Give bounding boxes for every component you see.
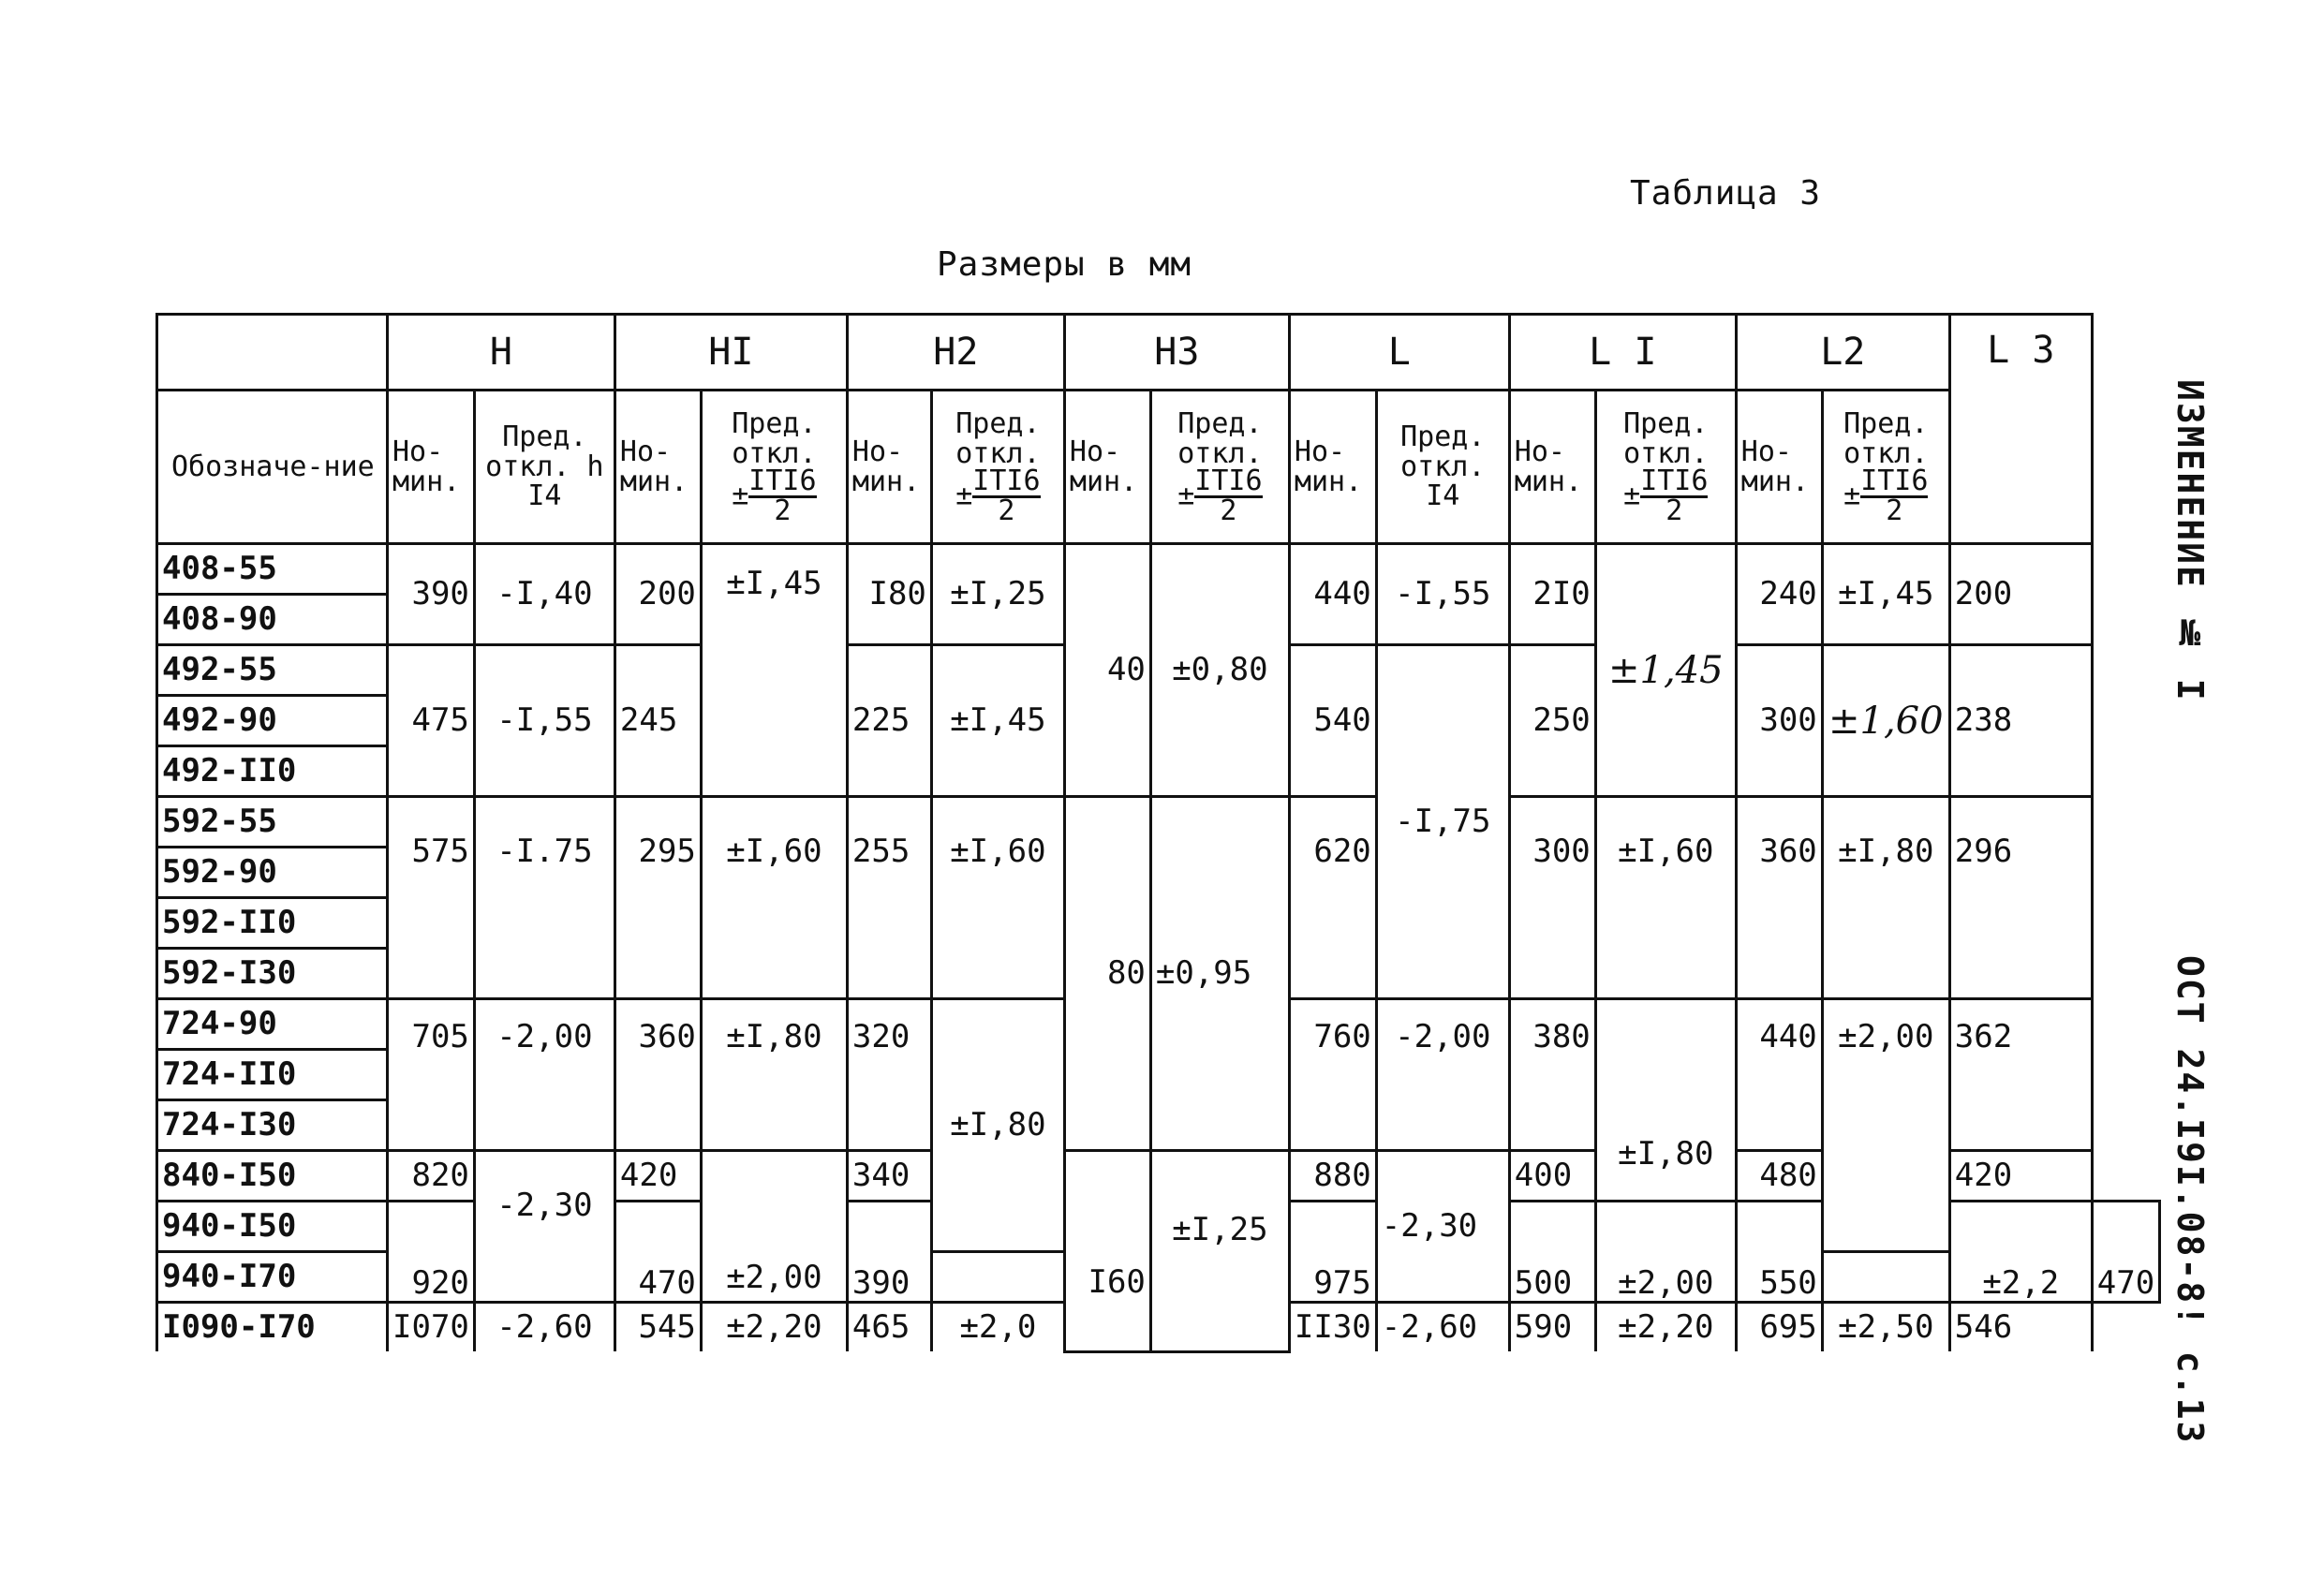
group-l1: L I xyxy=(1509,315,1736,391)
group-h3: H3 xyxy=(1064,315,1289,391)
h1-deviation-label: Пред. откл. xyxy=(732,407,817,470)
h2-nominal-header: Но-мин. xyxy=(847,391,931,544)
it-denominator: 2 xyxy=(1665,494,1683,527)
l1-nominal-cell: 380 xyxy=(1509,999,1595,1151)
designation-cell: 492-II0 xyxy=(157,746,388,797)
h2-deviation-header xyxy=(931,391,1064,544)
h2-nominal-cell: 390 xyxy=(847,1202,931,1303)
l-nominal-cell: 620 xyxy=(1289,797,1376,999)
l3-cell: 362 xyxy=(1949,999,2092,1151)
l-deviation-cell: -I,55 xyxy=(1376,544,1509,645)
designation-group-cell xyxy=(157,315,388,391)
l1-nominal-cell: 590 xyxy=(1509,1303,1595,1352)
group-l2: L2 xyxy=(1736,315,1949,391)
h-nominal-cell: 390 xyxy=(388,544,475,645)
designation-cell: 724-I30 xyxy=(157,1100,388,1151)
l1-deviation-cell: ±2,20 xyxy=(1595,1303,1736,1352)
group-header-row xyxy=(157,315,2160,391)
h1-deviation-cell: ±2,00 xyxy=(701,1151,847,1303)
designation-cell: 592-90 xyxy=(157,848,388,898)
h-deviation-cell: -I,40 xyxy=(474,544,614,645)
side-change-label: ИЗМЕНЕНИЕ № I xyxy=(2169,379,2211,702)
h-deviation-header: Пред. откл. h I4 xyxy=(474,391,614,544)
l1-deviation-cell: ±I,60 xyxy=(1595,797,1736,999)
h3-deviation-cell: ±0,80 xyxy=(1150,544,1289,797)
group-h1: HI xyxy=(614,315,847,391)
l1-deviation-label: Пред. откл. xyxy=(1623,407,1709,470)
h2-nominal-cell: 465 xyxy=(847,1303,931,1352)
designation-cell: 724-II0 xyxy=(157,1050,388,1100)
designation-cell: 592-I30 xyxy=(157,949,388,999)
h2-deviation-cell: ±2,0 xyxy=(931,1303,1064,1352)
h1-deviation-cell: ±I,45 xyxy=(701,544,847,797)
l2-deviation-cell: ±2,00 xyxy=(1822,999,1949,1252)
l2-nominal-cell: 360 xyxy=(1736,797,1822,999)
l-deviation-cell: -I,75 xyxy=(1376,645,1509,999)
l3-cell: 420 xyxy=(1949,1151,2092,1202)
l-deviation-cell: -2,00 xyxy=(1376,999,1509,1151)
l-nominal-cell: 880 xyxy=(1289,1151,1376,1202)
h2-deviation-cell: ±I,60 xyxy=(931,797,1064,999)
l2-deviation-cell: ±I,80 xyxy=(1822,797,1949,999)
l1-deviation-cell: ±2,00 xyxy=(1595,1202,1736,1303)
h1-deviation-cell: ±I,60 xyxy=(701,797,847,999)
side-standard-label: ОСТ 24.I9I.08-8! с.13 xyxy=(2169,955,2211,1445)
l2-deviation-cell: ±2,2 xyxy=(1949,1202,2092,1303)
l3-cell: 296 xyxy=(1949,797,2092,999)
h1-deviation-header xyxy=(701,391,847,544)
it-pm-sign: ± xyxy=(1843,479,1861,512)
h2-nominal-cell: 225 xyxy=(847,645,931,797)
l-nominal-cell: 975 xyxy=(1289,1202,1376,1303)
designation-cell: I090-I70 xyxy=(157,1303,388,1352)
l-nominal-header: Но-мин. xyxy=(1289,391,1376,544)
l-deviation-cell: -2,30 xyxy=(1376,1151,1509,1303)
h-nominal-cell: 705 xyxy=(388,999,475,1151)
h3-deviation-header xyxy=(1150,391,1289,544)
sub-header-row xyxy=(157,391,2160,544)
h2-deviation-cell: ±I,80 xyxy=(931,999,1064,1252)
h2-deviation-cell: ±I,25 xyxy=(931,544,1064,645)
h3-deviation-label: Пред. откл. xyxy=(1177,407,1263,470)
designation-cell: 940-I70 xyxy=(157,1252,388,1303)
h3-nominal-cell: 40 xyxy=(1064,544,1150,797)
it-numerator: IТI6 xyxy=(972,465,1041,497)
designation-cell: 492-55 xyxy=(157,645,388,696)
it-denominator: 2 xyxy=(1220,494,1237,527)
designation-cell: 724-90 xyxy=(157,999,388,1050)
l1-nominal-cell: 400 xyxy=(1509,1151,1595,1202)
h1-nominal-cell: 545 xyxy=(614,1303,701,1352)
l1-nominal-cell: 250 xyxy=(1509,645,1595,797)
h1-nominal-cell: 420 xyxy=(614,1151,701,1202)
table-row xyxy=(157,797,2160,848)
it-numerator: IТI6 xyxy=(748,465,817,497)
designation-cell: 592-II0 xyxy=(157,898,388,949)
l1-deviation-header xyxy=(1595,391,1736,544)
l2-nominal-cell: 440 xyxy=(1736,999,1822,1151)
it-denominator: 2 xyxy=(1886,494,1903,527)
l1-nominal-header: Но-мин. xyxy=(1509,391,1595,544)
l2-deviation-cell: ±1,60 xyxy=(1822,645,1949,797)
it-pm-sign: ± xyxy=(732,479,749,512)
l-deviation-header: Пред. откл. I4 xyxy=(1376,391,1509,544)
l3-cell: 546 xyxy=(1949,1303,2092,1352)
h1-nominal-cell: 360 xyxy=(614,999,701,1151)
l-nominal-cell: 540 xyxy=(1289,645,1376,797)
designation-cell: 408-55 xyxy=(157,544,388,595)
h3-deviation-cell: ±I,25 xyxy=(1150,1151,1289,1352)
h-nominal-cell: 920 xyxy=(388,1202,475,1303)
h-deviation-cell: -2,60 xyxy=(474,1303,614,1352)
h1-deviation-cell: ±I,80 xyxy=(701,999,847,1151)
h2-nominal-cell: 340 xyxy=(847,1151,931,1202)
it-numerator: IТI6 xyxy=(1640,465,1709,497)
h3-deviation-cell: ±0,95 xyxy=(1150,797,1289,1151)
l3-cell: 470 xyxy=(2092,1202,2159,1303)
group-h: H xyxy=(388,315,615,391)
designation-cell: 592-55 xyxy=(157,797,388,848)
it-pm-sign: ± xyxy=(1177,479,1195,512)
l2-nominal-header: Но-мин. xyxy=(1736,391,1822,544)
l2-nominal-cell: 695 xyxy=(1736,1303,1822,1352)
h2-deviation-cell: ±I,45 xyxy=(931,645,1064,797)
designation-cell: 940-I50 xyxy=(157,1202,388,1252)
h1-nominal-cell: 470 xyxy=(614,1202,701,1303)
table-row xyxy=(157,544,2160,595)
designation-cell: 492-90 xyxy=(157,696,388,746)
it-denominator: 2 xyxy=(774,494,792,527)
h-nominal-cell: 575 xyxy=(388,797,475,999)
l3-cell: 238 xyxy=(1949,645,2092,797)
h3-nominal-header: Но-мин. xyxy=(1064,391,1150,544)
designation-cell: 408-90 xyxy=(157,595,388,645)
h1-nominal-cell: 200 xyxy=(614,544,701,645)
it-numerator: IТI6 xyxy=(1194,465,1263,497)
h2-deviation-label: Пред. откл. xyxy=(955,407,1041,470)
units-caption: Размеры в мм xyxy=(937,245,1192,284)
h2-nominal-cell: 320 xyxy=(847,999,931,1151)
l2-deviation-header xyxy=(1822,391,1949,544)
h-nominal-cell: 475 xyxy=(388,645,475,797)
l1-nominal-cell: 500 xyxy=(1509,1202,1595,1303)
h2-nominal-cell: 255 xyxy=(847,797,931,999)
table-title: Таблица 3 xyxy=(1630,174,1822,213)
l1-deviation-cell: ±I,80 xyxy=(1595,999,1736,1202)
designation-cell: 840-I50 xyxy=(157,1151,388,1202)
group-l3: L 3 xyxy=(1949,315,2092,544)
it-denominator: 2 xyxy=(998,494,1015,527)
h-deviation-cell: -I.75 xyxy=(474,797,614,999)
l3-cell: 200 xyxy=(1949,544,2092,645)
h-deviation-cell: -2,00 xyxy=(474,999,614,1151)
h3-nominal-cell: I60 xyxy=(1064,1151,1150,1352)
designation-header: Обозначе-ние xyxy=(157,391,388,544)
h3-nominal-cell: 80 xyxy=(1064,797,1150,1151)
l2-nominal-cell: 480 xyxy=(1736,1151,1822,1202)
l2-nominal-cell: 300 xyxy=(1736,645,1822,797)
l2-nominal-cell: 240 xyxy=(1736,544,1822,645)
l1-nominal-cell: 300 xyxy=(1509,797,1595,999)
l2-deviation-cell: ±I,45 xyxy=(1822,544,1949,645)
l2-deviation-label: Пред. откл. xyxy=(1843,407,1929,470)
l-nominal-cell: 440 xyxy=(1289,544,1376,645)
l1-nominal-cell: 2I0 xyxy=(1509,544,1595,645)
h1-nominal-cell: 245 xyxy=(614,645,701,797)
l-nominal-cell: II30 xyxy=(1289,1303,1376,1352)
h-deviation-cell: -I,55 xyxy=(474,645,614,797)
h-deviation-cell: -2,30 xyxy=(474,1151,614,1303)
group-l: L xyxy=(1289,315,1509,391)
h2-nominal-cell: I80 xyxy=(847,544,931,645)
h-nominal-cell: I070 xyxy=(388,1303,475,1352)
it-pm-sign: ± xyxy=(955,479,973,512)
l1-deviation-cell: ±1,45 xyxy=(1595,544,1736,797)
l-nominal-cell: 760 xyxy=(1289,999,1376,1151)
it-pm-sign: ± xyxy=(1623,479,1641,512)
l2-nominal-cell: 550 xyxy=(1736,1202,1822,1303)
dimensions-table xyxy=(155,313,2161,1353)
h1-nominal-header: Но-мин. xyxy=(614,391,701,544)
h-nominal-cell: 820 xyxy=(388,1151,475,1202)
l2-deviation-cell: ±2,50 xyxy=(1822,1303,1949,1352)
h1-deviation-cell: ±2,20 xyxy=(701,1303,847,1352)
l-deviation-cell: -2,60 xyxy=(1376,1303,1509,1352)
h-nominal-header: Но-мин. xyxy=(388,391,475,544)
h1-nominal-cell: 295 xyxy=(614,797,701,999)
group-h2: H2 xyxy=(847,315,1064,391)
it-numerator: IТI6 xyxy=(1860,465,1929,497)
